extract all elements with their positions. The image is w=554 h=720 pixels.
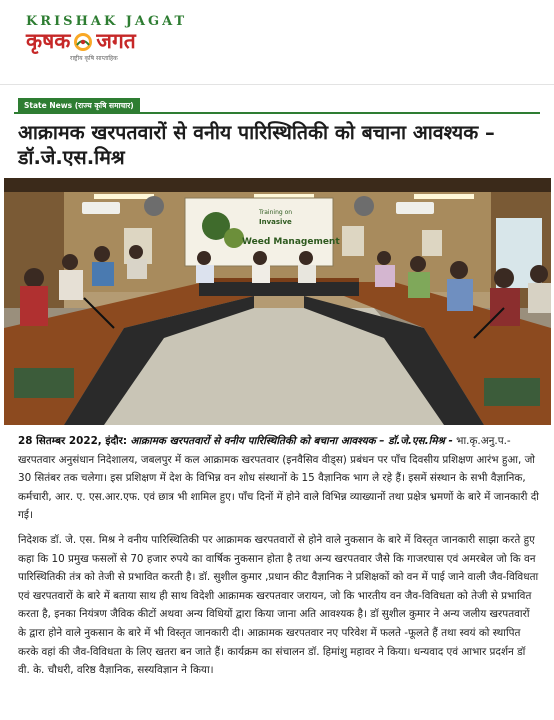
category-bar xyxy=(14,98,540,114)
sun-logo-icon xyxy=(73,32,93,52)
category-badge[interactable]: State News (राज्य कृषि समाचार) xyxy=(18,98,140,114)
brand-name-en: KRISHAK JAGAT xyxy=(26,14,188,29)
article-body xyxy=(18,432,540,686)
article-paragraph-1 xyxy=(18,432,540,525)
banner-line-1: Training on xyxy=(259,209,293,216)
brand-tagline: राष्ट्रीय कृषि साप्ताहिक xyxy=(70,55,118,62)
article-photo xyxy=(4,178,551,425)
article-dateline: 28 सितम्बर 2022, इंदौर: xyxy=(18,435,128,447)
brand-name-hi-right: जगत xyxy=(96,29,136,53)
article-paragraph-2: निदेशक डॉ. जे. एस. मिश्र ने वनीय पारिस्थितिकी पर आक्रामक खरपतवारों से होने वाले नुकसान के बारे में विस्तृत जानकारी साझा करते हुए कहा कि 10 प्रमुख फसलों से 70 हजार रुपये का वार्षिक नुकसान होता है तथा अन्य खरपतवार जैसे कि गाजरघास एवं अमरबेल जो कि वन पारिस्थितिकी तंत्र को तेजी से प्रभावित करती है। डॉ. सुशील कुमार ,प्रधान कीट वैज्ञानिक ने प्रशिक्षकों को वन में पाई जाने वाली जैव-विविधता एवं खरपतवारों के बारे में बताया साथ ही साथ विदेशी आक्रामक खरपतवार जरायन, जो कि भारतीय वन जैव-विविधता को तेजी से प्रभावित करता है, इनका नियंत्रण जैविक कीटों अथवा अन्य विधियों द्वारा किया जाना अति आवश्यक है। डॉ सुशील कुमार ने अन्य जलीय खरपतवारों के द्वारा होने वाले नुकसान के बारे में भी विस्तृत जानकारी दी। आक्रामक खरपतवार नए परिवेश में फलते -फूलते हैं तथा स्वयं को स्थापित करके वहां की जैव-विविधता के लिए खतरा बन जाते हैं। कार्यक्रम का संचालन डॉ. हिमांशु महावर ने किया। धन्यवाद एवं आभार प्रदर्शन डॉ वी. के. चौधरी, वरिष्ठ वैज्ञानिक, सस्यविज्ञान ने किया। xyxy=(18,533,539,677)
banner-line-2: Invasive xyxy=(259,218,292,226)
article-title: आक्रामक खरपतवारों से वनीय पारिस्थितिकी को बचाना आवश्यक – डॉ.जे.एस.मिश्र xyxy=(18,121,495,169)
header-divider xyxy=(0,84,554,85)
brand-name-hi xyxy=(26,31,216,52)
banner-line-3: Weed Management xyxy=(242,237,340,247)
site-logo[interactable] xyxy=(26,14,216,76)
article-paragraph-1-text: भा.कृ.अनु.प.- खरपतवार अनुसंधान निदेशालय, जबलपुर में कल आक्रामक खरपतवार (इनवैसिव वीड्स) प्रबंधन पर पाँच दिवसीय प्रशिक्षण आरंभ हुआ, जो 30 सितंबर तक चलेगा। इस प्रशिक्षण में देश के विभिन्न वन शोध संस्थानों के 15 वैज्ञानिक भाग ले रहे हैं। इसमें संस्थान के सभी वैज्ञानिक, कर्मचारी, आर. ए. एस.आर.एफ. एवं छात्र भी शामिल हुए। पाँच दिनों में होने वाले विभिन्न व्याख्यानों तथा प्रक्षेत्र भ्रमणों के बारे में जानकारी दी गई। xyxy=(18,435,539,522)
article-lead: आक्रामक खरपतवारों से वनीय पारिस्थितिकी को बचाना आवश्यक – डॉ.जे.एस.मिश्र - xyxy=(130,435,453,447)
brand-name-hi-left: कृषक xyxy=(26,29,71,53)
